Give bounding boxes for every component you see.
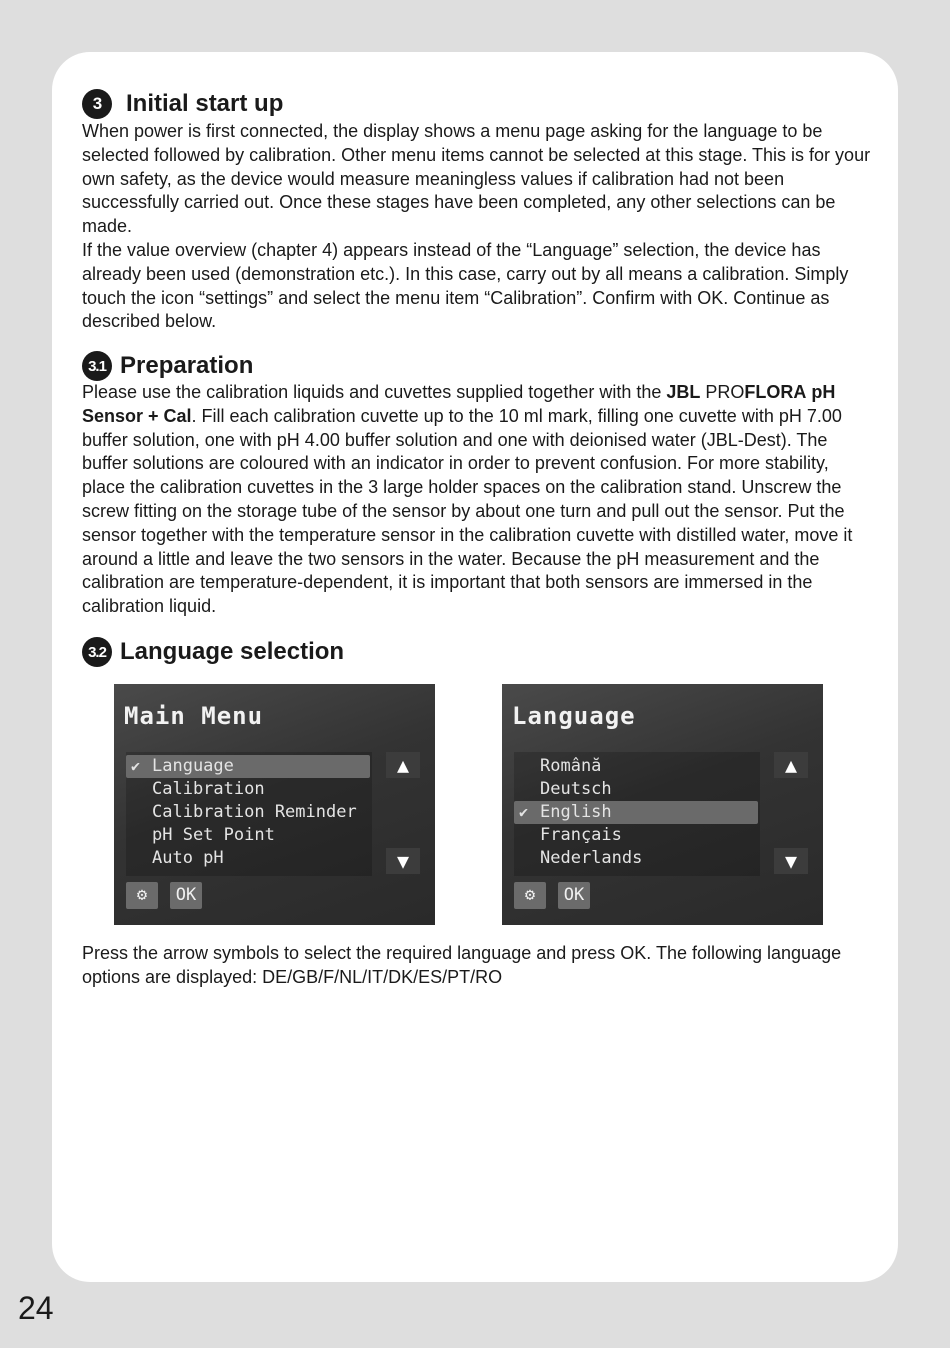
language-option-nederlands[interactable] bbox=[514, 847, 758, 870]
menu-item-auto-ph[interactable] bbox=[126, 847, 370, 870]
language-option-english[interactable] bbox=[514, 801, 758, 824]
arrow-up-icon[interactable]: ▲ bbox=[386, 752, 420, 778]
language-label: Deutsch bbox=[540, 779, 612, 799]
section-title: Preparation bbox=[120, 352, 254, 379]
screen-title: Main Menu bbox=[124, 702, 264, 730]
product-name: pH Sensor + Cal bbox=[82, 382, 836, 426]
language-label: Română bbox=[540, 756, 602, 776]
section-initial-start-up bbox=[82, 90, 872, 334]
language-instructions bbox=[82, 942, 872, 990]
arrow-up-icon[interactable]: ▲ bbox=[774, 752, 808, 778]
menu-item-label: Calibration Reminder bbox=[152, 802, 357, 822]
screen-title: Language bbox=[512, 702, 636, 730]
menu-item-label: Language bbox=[152, 756, 234, 776]
menu-item-calibration-reminder[interactable] bbox=[126, 801, 370, 824]
menu-item-calibration[interactable] bbox=[126, 778, 370, 801]
brand-jbl: JBL bbox=[666, 382, 701, 402]
section-body bbox=[82, 381, 872, 619]
section-title: Initial start up bbox=[126, 90, 284, 117]
section-preparation bbox=[82, 352, 872, 619]
menu-item-language[interactable] bbox=[126, 755, 370, 778]
text-run: Please use the calibration liquids and cuvettes supplied together with the bbox=[82, 382, 667, 402]
section-heading bbox=[82, 352, 872, 380]
menu-list bbox=[126, 752, 372, 876]
settings-gear-icon[interactable]: ⚙ bbox=[514, 882, 546, 909]
section-heading bbox=[82, 638, 872, 666]
language-list bbox=[514, 752, 760, 876]
section-number-badge: 3.2 bbox=[82, 637, 112, 667]
menu-item-label: pH Set Point bbox=[152, 825, 275, 845]
settings-gear-icon[interactable]: ⚙ bbox=[126, 882, 158, 909]
language-label: English bbox=[540, 802, 612, 822]
ok-button[interactable]: OK bbox=[170, 882, 202, 909]
paragraph: When power is first connected, the display shows a menu page asking for the language to be selected followed by calibration. Other menu items cannot be selected at this stage. This is for your own safety, as the device would measure meaningless values if calibration had not been successfully carried out. Once these stages have been completed, any other selections can be made. bbox=[82, 121, 871, 237]
section-number-badge: 3.1 bbox=[82, 351, 112, 381]
text-run: . Fill each calibration cuvette up to the 10 ml mark, filling one cuvette with pH 7.00 buffer solution, one with pH 4.00 buffer solution and one with deionised water (JBL-Dest). The buffer solutions are coloured with an indicator in order to prevent confusion. For more stability, place the calibration cuvettes in the 3 large holder spaces on the calibration stand. Unscrew the screw fitting on the storage tube of the sensor by about one turn and pull out the sensor. Put the sensor together with the temperature sensor in the calibration cuvette with distilled water, move it around a little and leave the two sensors in the water. Because the pH measurement and the calibration are temperature-dependent, it is important that both sensors are immersed in the calibration liquid. bbox=[82, 405, 853, 617]
menu-item-label: Calibration bbox=[152, 779, 265, 799]
check-icon: ✔ bbox=[519, 803, 529, 821]
section-body bbox=[82, 120, 872, 334]
arrow-down-icon[interactable]: ▼ bbox=[386, 848, 420, 874]
device-screen-language bbox=[502, 684, 823, 925]
language-option-romana[interactable] bbox=[514, 755, 758, 778]
device-screen-main-menu bbox=[114, 684, 435, 925]
ok-button[interactable]: OK bbox=[558, 882, 590, 909]
brand-pro: PRO bbox=[700, 382, 745, 402]
language-option-francais[interactable] bbox=[514, 824, 758, 847]
page-number: 24 bbox=[18, 1290, 54, 1326]
check-icon: ✔ bbox=[131, 757, 141, 775]
section-number-badge: 3 bbox=[82, 89, 112, 119]
arrow-down-icon[interactable]: ▼ bbox=[774, 848, 808, 874]
paragraph: Press the arrow symbols to select the required language and press OK. The following language options are displayed: DE/GB/F/NL/IT/DK/ES/PT/RO bbox=[82, 943, 842, 987]
section-title: Language selection bbox=[120, 638, 345, 665]
section-heading bbox=[82, 90, 872, 118]
menu-item-label: Auto pH bbox=[152, 848, 224, 868]
paragraph: If the value overview (chapter 4) appears instead of the “Language” selection, the device has already been used (demonstration etc.). In this case, carry out by all means a calibration. Simply touch the icon “settings” and select the menu item “Calibration”. Confirm with OK. Continue as described below. bbox=[82, 239, 849, 332]
paragraph bbox=[82, 381, 872, 619]
menu-item-ph-set-point[interactable] bbox=[126, 824, 370, 847]
language-label: Français bbox=[540, 825, 622, 845]
section-language-selection bbox=[82, 638, 872, 666]
brand-flora: FLORA bbox=[744, 382, 807, 402]
language-label: Nederlands bbox=[540, 848, 643, 868]
language-option-deutsch[interactable] bbox=[514, 778, 758, 801]
